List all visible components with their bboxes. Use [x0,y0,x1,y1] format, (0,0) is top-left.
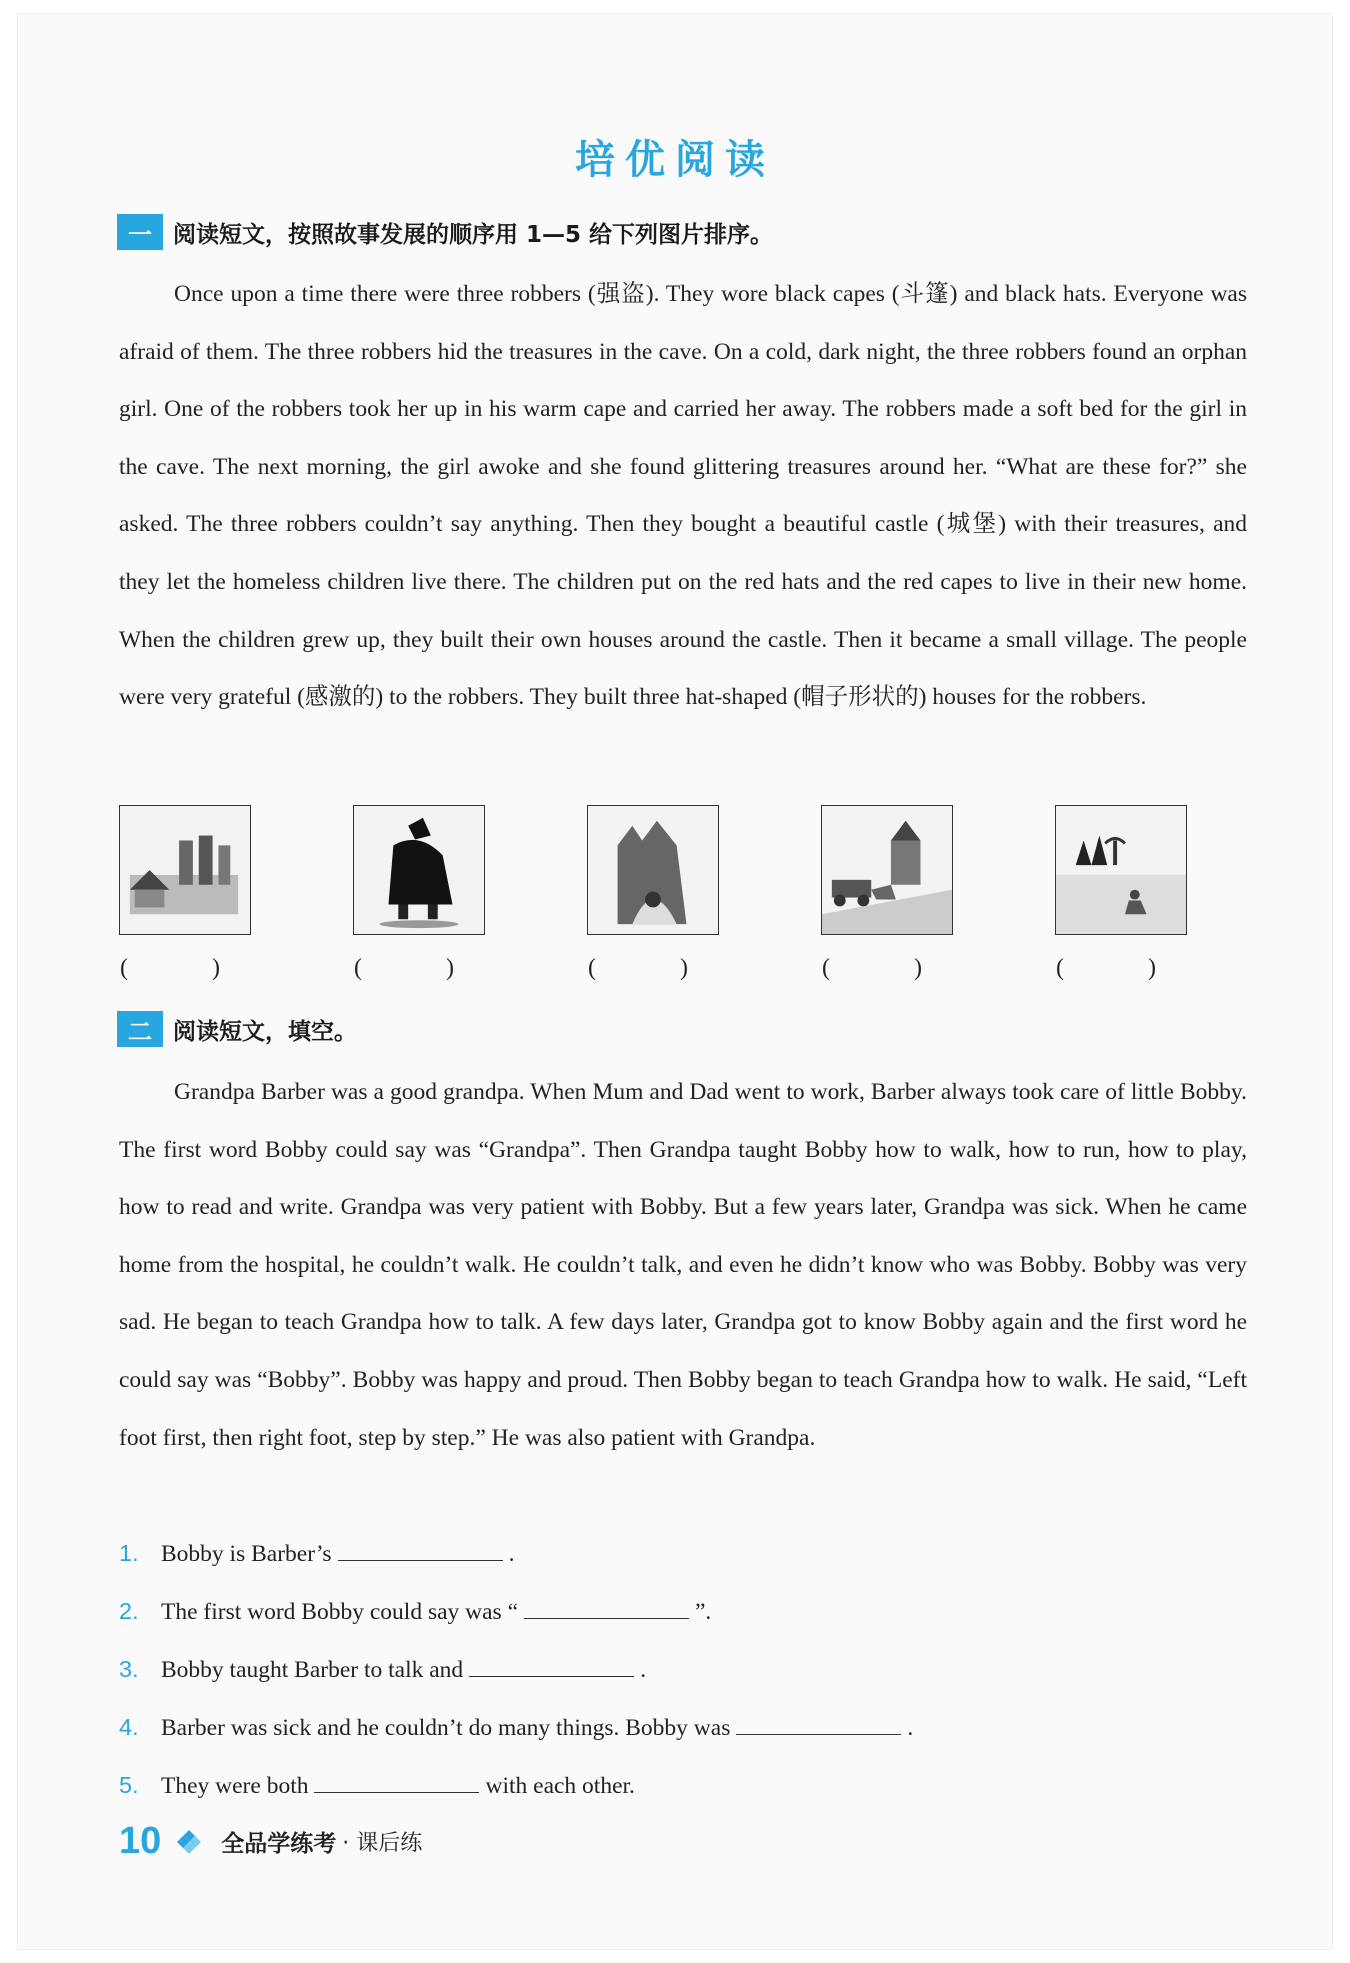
section-1-instruction: 阅读短文，按照故事发展的顺序用 1—5 给下列图片排序。 [173,221,774,248]
question-text-end: with each other. [485,1773,635,1799]
question-number: 2. [119,1598,139,1624]
answer-paren-4[interactable]: ( ) [822,955,952,981]
section-2-badge: 二 [117,1011,163,1047]
picture-row [119,805,1199,985]
answer-blank[interactable] [524,1598,689,1619]
section-1-passage: Once upon a time there were three robbers (强盗). They wore black capes (斗篷) and black hats. Everyone was afraid of them. The three robbers hid the treasures in the cave. On a cold, dark night, the three robbers found an orphan girl. One of the robbers took her up in his warm cape and carried her away. The robbers made a soft bed for the girl in the cave. The next morning, the girl awoke and she found glittering treasures around her. “What are these for?” she asked. The three robbers couldn’t say anything. Then they bought a beautiful castle (城堡) with their treasures, and they let the homeless children live there. The children put on the red hats and the red capes to live in their new home. When the children grew up, they built their own houses around the castle. Then it became a small village. The people were very grateful (感激的) to the robbers. They built three hat-shaped (帽子形状的) houses for the robbers. [119,281,1247,711]
picture-girl-in-cave [587,805,719,935]
answer-paren-3[interactable]: ( ) [588,955,718,981]
question-text-end: . [640,1657,647,1683]
answer-paren-2[interactable]: ( ) [354,955,484,981]
section-1-header [117,214,773,250]
picture-carriage-castle [821,805,953,935]
diamond-icon [175,1828,203,1856]
section-2-passage: Grandpa Barber was a good grandpa. When Mum and Dad went to work, Barber always took care of little Bobby. The first word Bobby could say was “Grandpa”. Then Grandpa taught Bobby how to walk, how to run, how to play, how to read and write. Grandpa was very patient with Bobby. But a few years later, Grandpa was sick. When he came home from the hospital, he couldn’t walk. He couldn’t talk, and even he didn’t know who was Bobby. Bobby was very sad. He began to teach Grandpa how to talk. A few days later, Grandpa got to know Bobby again and the first word he could say was “Bobby”. Bobby was happy and proud. Then Bobby began to teach Grandpa how to walk. He said, “Left foot first, then right foot, step by step.” He was also patient with Grandpa. [119,1079,1247,1451]
answer-blank[interactable] [736,1714,901,1735]
question-text: Bobby is Barber’s [161,1541,332,1567]
answer-paren-5[interactable]: ( ) [1056,955,1186,981]
answer-blank[interactable] [338,1540,503,1561]
question-text-end: . [907,1715,914,1741]
picture-castle-village [119,805,251,935]
question-5 [119,1772,635,1800]
question-number: 5. [119,1772,139,1798]
question-text: Barber was sick and he couldn’t do many things. Bobby was [161,1715,731,1741]
picture-hat-houses [1055,805,1187,935]
question-3 [119,1656,646,1684]
question-number: 1. [119,1540,139,1566]
question-text: The first word Bobby could say was “ [161,1599,518,1625]
page-number: 10 [119,1820,162,1862]
page-title: 培优阅读 [575,137,775,183]
question-text: Bobby taught Barber to talk and [161,1657,464,1683]
section-1-badge: 一 [117,214,163,250]
question-number: 3. [119,1656,139,1682]
question-4 [119,1714,913,1742]
answer-blank[interactable] [469,1656,634,1677]
picture-robber [353,805,485,935]
answer-paren-1[interactable]: ( ) [120,955,250,981]
question-1 [119,1540,514,1568]
section-2-header [117,1011,357,1047]
brand-subtitle: · 课后练 [342,1831,423,1856]
question-text-end: ”. [695,1599,712,1625]
question-number: 4. [119,1714,139,1740]
question-2 [119,1598,711,1626]
brand-name: 全品学练考 [221,1831,337,1857]
footer [119,1820,422,1863]
section-2-instruction: 阅读短文，填空。 [173,1018,357,1045]
question-text-end: . [508,1541,515,1567]
answer-blank[interactable] [314,1772,479,1793]
question-text: They were both [161,1773,309,1799]
